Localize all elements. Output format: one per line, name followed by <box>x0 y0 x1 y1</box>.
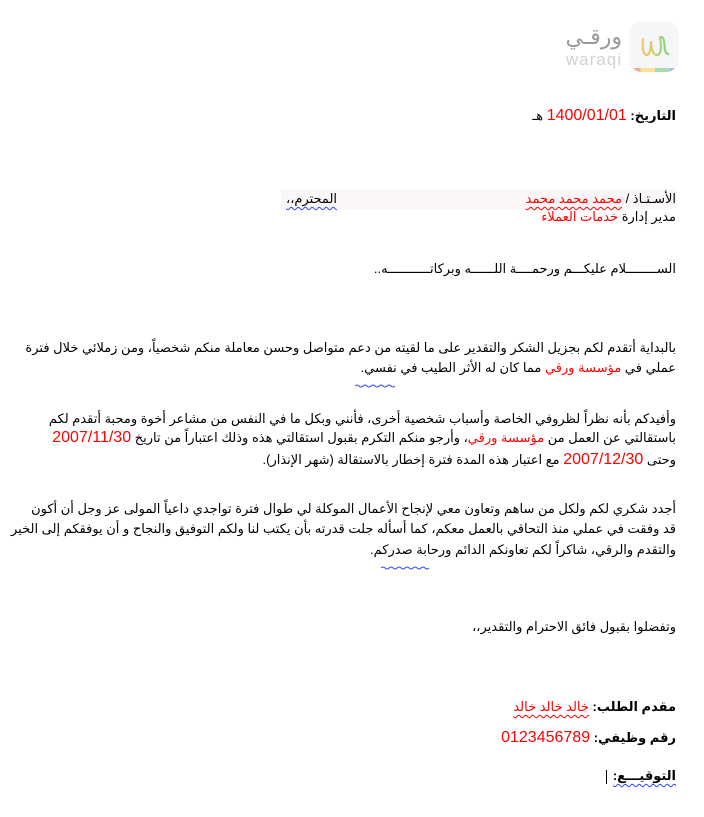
p2-line1-text: وأفيدكم بأنه نظراً لظروفي الخاصة وأسباب شخصية أخرى، فأنني وبكل ما في النفس من مشاعر أخوة ومحبة أتقدم لكم <box>48 411 676 426</box>
date-suffix: هـ <box>532 108 544 123</box>
p1-text-after <box>361 360 542 375</box>
paragraph-2-line-1 <box>28 409 676 429</box>
waraqi-logo-icon <box>630 22 678 72</box>
paragraph-3-line-1: أجدد شكري لكم ولكل من ساهم وتعاون معي لإنجاح الأعمال الموكلة لي طوال فترة تواجدي داعياً المولى عز وجل أن أكون <box>31 501 676 516</box>
employee-id-line <box>501 728 676 748</box>
recipient-name[interactable]: محمد محمد محمد <box>525 191 622 206</box>
p2-line3-after: مع اعتبار هذه المدة فترة إخطار بالاستقالة (شهر الإنذار). <box>262 452 560 467</box>
logo-color-stripe <box>630 68 678 72</box>
p2-text-after: ، وأرجو منكم التكرم بقبول استقالتي هذه وذلك اعتباراً من تاريخ <box>134 430 468 445</box>
employee-id-label: رقم وظيفي: <box>593 730 676 745</box>
brand-name-english: waraqi <box>565 50 622 69</box>
paragraph-1-line-1: بالبداية أتقدم لكم بجزيل الشكر والتقدير على ما لقيته من دعم متواصل وحسن معاملة منكم شخصياً، ومن زملائي خلال فترة <box>25 340 676 355</box>
company-name[interactable]: مؤسسة ورقي <box>544 360 622 375</box>
date-value[interactable]: 1400/01/01 <box>546 107 627 124</box>
recipient-position-line <box>541 207 676 227</box>
signature-label: التوقيـــع: <box>612 768 676 783</box>
recipient-title-prefix: الأسـتـاذ / <box>625 191 676 206</box>
p2-line3-before: وحتى <box>646 452 676 467</box>
applicant-name[interactable]: خالد خالد خالد <box>513 699 589 714</box>
date-label: التاريخ: <box>630 108 676 123</box>
paragraph-2-line-3 <box>263 450 676 470</box>
spellcheck-underline <box>381 557 431 561</box>
closing-line: وتفضلوا بقبول فائق الاحترام والتقدير،، <box>472 619 676 634</box>
signature-field[interactable] <box>606 770 609 784</box>
paragraph-1-line-2 <box>361 358 676 378</box>
resignation-end-date[interactable]: 2007/12/30 <box>563 451 644 468</box>
applicant-line <box>513 697 676 717</box>
recipient-position-prefix: مدير إدارة <box>621 209 676 224</box>
date-line <box>532 106 676 126</box>
p1-text-after-content: مما كان له الأثر الطيب في نفسي. <box>360 360 542 375</box>
p2-text-before: باستقالتي عن العمل من <box>547 430 676 445</box>
paragraph-3-line-3: والتقدم والرقي، شاكراً لكم تعاونكم الدائم ورحابة صدركم. <box>370 542 676 557</box>
recipient-department[interactable]: خدمات العملاء <box>541 209 619 224</box>
company-name[interactable]: مؤسسة ورقي <box>467 430 545 445</box>
applicant-label: مقدم الطلب: <box>592 699 676 714</box>
paragraph-2-line-2 <box>28 428 676 448</box>
spellcheck-underline <box>355 375 395 379</box>
brand-logo <box>538 18 678 78</box>
employee-id-value[interactable]: 0123456789 <box>501 729 591 746</box>
recipient-line <box>281 189 676 209</box>
signature-line <box>606 766 676 786</box>
greeting: الســــــــلام عليكـــم ورحمــــة اللــــــه وبركاتـــــــــــه.. <box>373 261 676 276</box>
brand-name-arabic: ورقـي <box>565 24 622 49</box>
paragraph-3-line-2: قد وفقت في عملي منذ التحاقي بالعمل معكم، كما أسأله جلت قدرته بأن يكتب لنا ولكم التوفيق والنجاح و أن يوفقكم إلى الخير <box>11 521 676 536</box>
p1-text-before: عملي في <box>624 360 676 375</box>
recipient-honorific: المحترم،، <box>286 191 338 206</box>
resignation-start-date[interactable]: 2007/11/30 <box>52 429 132 446</box>
